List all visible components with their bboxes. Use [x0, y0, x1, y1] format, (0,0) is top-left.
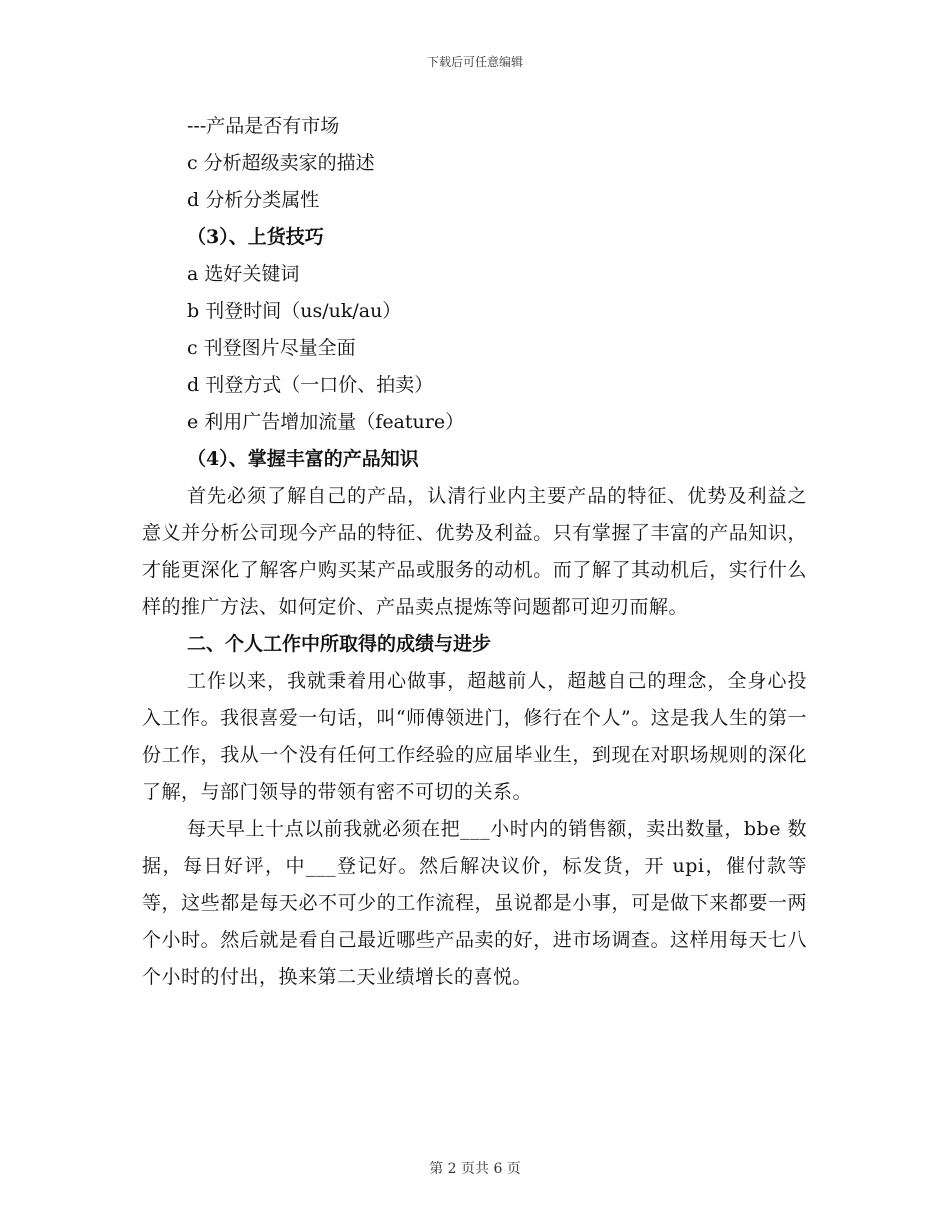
list-item: c 刊登图片尽量全面	[187, 337, 356, 359]
list-item: e 利用广告增加流量（feature）	[187, 411, 465, 433]
paragraph: 每天早上十点以前我就必须在把___小时内的销售额，卖出数量，bbe 数据，每日好评，中___登记好。然后解决议价，标发货，开 upi，催付款等等，这些都是每天必不可少的工作流程，虽说都是小事，可是做下来都要一两个小时。然后就是看自己最近哪些产品卖的好，进市场调查。这样用每天七八个小时的付出，换来第二天业绩增长的喜悦。	[142, 818, 807, 988]
paragraph: 工作以来，我就秉着用心做事，超越前人，超越自己的理念，全身心投入工作。我很喜爱一句话，叫“师傅领进门，修行在个人”。这是我人生的第一份工作，我从一个没有任何工作经验的应届毕业生，到现在对职场规则的深化了解，与部门领导的带领有密不可切的关系。	[142, 670, 807, 803]
paragraph: 首先必须了解自己的产品，认清行业内主要产品的特征、优势及利益之意义并分析公司现今产品的特征、优势及利益。只有掌握了丰富的产品知识，才能更深化了解客户购买某产品或服务的动机。而了解了其动机后，实行什么样的推广方法、如何定价、产品卖点提炼等问题都可迎刃而解。	[142, 485, 807, 618]
list-item: b 刊登时间（us/uk/au）	[187, 300, 402, 322]
page-header: 下载后可任意编辑	[426, 55, 523, 69]
list-item: c 分析超级卖家的描述	[187, 152, 375, 174]
section-heading: 二、个人工作中所取得的成绩与进步	[187, 633, 492, 655]
section-heading: （3）、上货技巧	[187, 226, 324, 248]
list-item: d 刊登方式（一口价、拍卖）	[187, 374, 434, 396]
list-item: ---产品是否有市场	[187, 115, 340, 137]
page-footer: 第 2 页共 6 页	[429, 1161, 521, 1177]
document-body	[142, 108, 807, 996]
section-heading: （4）、掌握丰富的产品知识	[187, 448, 419, 470]
list-item: a 选好关键词	[187, 263, 300, 285]
list-item: d 分析分类属性	[187, 189, 320, 211]
